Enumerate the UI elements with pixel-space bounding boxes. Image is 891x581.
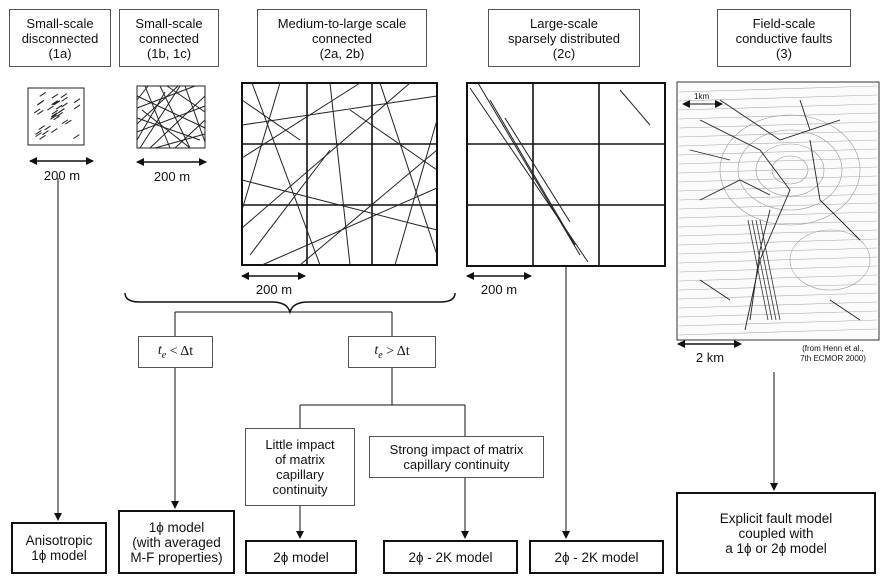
- impact-little-line2: of matrix: [275, 452, 325, 467]
- sample-1b-small-connected: [137, 86, 205, 148]
- model-two-phi-2k-sparse: [529, 540, 664, 574]
- model-explicit-fault: [676, 492, 876, 574]
- condition-te-less-than-dt: [138, 336, 213, 368]
- source-note-line1: (from Henn et al.,: [802, 344, 864, 353]
- source-note-line2: 7th ECMOR 2000): [800, 354, 866, 363]
- scale-label-1b: 200 m: [153, 169, 191, 184]
- map-scale-label: 1km: [694, 92, 710, 101]
- category-title: Small-scale: [26, 15, 94, 31]
- model-line3: a 1ϕ or 2ϕ model: [725, 540, 827, 556]
- model-line1: 2ϕ model: [273, 549, 329, 565]
- condition-symbol: t: [157, 343, 162, 359]
- sample-2c-large-sparse: [467, 83, 665, 266]
- category-subtitle: connected: [311, 30, 372, 46]
- model-one-phi-averaged: [118, 510, 235, 574]
- scale-label-2ab: 200 m: [255, 282, 293, 297]
- category-large-sparse: [488, 9, 640, 67]
- sample-2ab-medium-large-connected: [242, 83, 437, 265]
- source-note: [780, 344, 886, 364]
- model-line2: coupled with: [738, 525, 814, 541]
- impact-little-line3: capillary: [276, 467, 324, 482]
- category-subtitle: disconnected: [21, 30, 99, 46]
- category-subtitle: conductive faults: [735, 30, 833, 46]
- impact-little: [245, 428, 355, 506]
- model-two-phi-2k-matrix: [383, 540, 518, 574]
- category-code: (1b, 1c): [146, 45, 192, 61]
- model-line1: Anisotropic: [25, 533, 93, 548]
- impact-strong-line2: capillary continuity: [403, 457, 510, 472]
- sample-1a-small-disconnected: [28, 88, 84, 145]
- impact-little-line4: continuity: [272, 482, 328, 497]
- scale-label-field: 2 km: [695, 350, 725, 365]
- category-small-connected: [119, 9, 219, 67]
- impact-strong: [369, 436, 544, 478]
- category-code: (3): [776, 45, 792, 61]
- category-code: (1a): [48, 45, 72, 61]
- condition-symbol: t: [374, 343, 379, 359]
- model-two-phi: [245, 540, 357, 574]
- category-code: (2c): [552, 45, 576, 61]
- model-anisotropic: [11, 522, 107, 574]
- category-title: Large-scale: [530, 15, 598, 31]
- category-small-disconnected: [9, 9, 111, 67]
- scale-label-2c: 200 m: [480, 282, 518, 297]
- model-line2: 1ϕ model: [31, 548, 87, 563]
- condition-te-greater-than-dt: [348, 336, 436, 368]
- scale-label-1a: 200 m: [43, 168, 81, 183]
- condition-operator: > Δt: [386, 344, 410, 359]
- category-title: Medium-to-large scale: [277, 15, 407, 31]
- condition-operator: < Δt: [169, 344, 194, 359]
- impact-little-line1: Little impact: [265, 437, 335, 452]
- category-field-scale-faults: [717, 9, 851, 67]
- model-line1: 2ϕ - 2K model: [408, 549, 493, 565]
- condition-subscript: e: [378, 349, 383, 361]
- field-scale-fault-map: [677, 82, 879, 340]
- category-subtitle: connected: [139, 30, 199, 46]
- impact-strong-line1: Strong impact of matrix: [389, 442, 524, 457]
- model-line3: M-F properties): [130, 549, 223, 565]
- category-title: Small-scale: [135, 15, 203, 31]
- model-line2: (with averaged: [132, 534, 221, 550]
- model-line1: 1ϕ model: [148, 519, 205, 535]
- model-line1: Explicit fault model: [719, 510, 833, 526]
- category-medium-large-connected: [257, 9, 427, 67]
- condition-subscript: e: [161, 349, 167, 361]
- model-line1: 2ϕ - 2K model: [554, 549, 639, 565]
- category-subtitle: sparsely distributed: [508, 30, 620, 46]
- category-code: (2a, 2b): [319, 45, 365, 61]
- category-title: Field-scale: [752, 15, 816, 31]
